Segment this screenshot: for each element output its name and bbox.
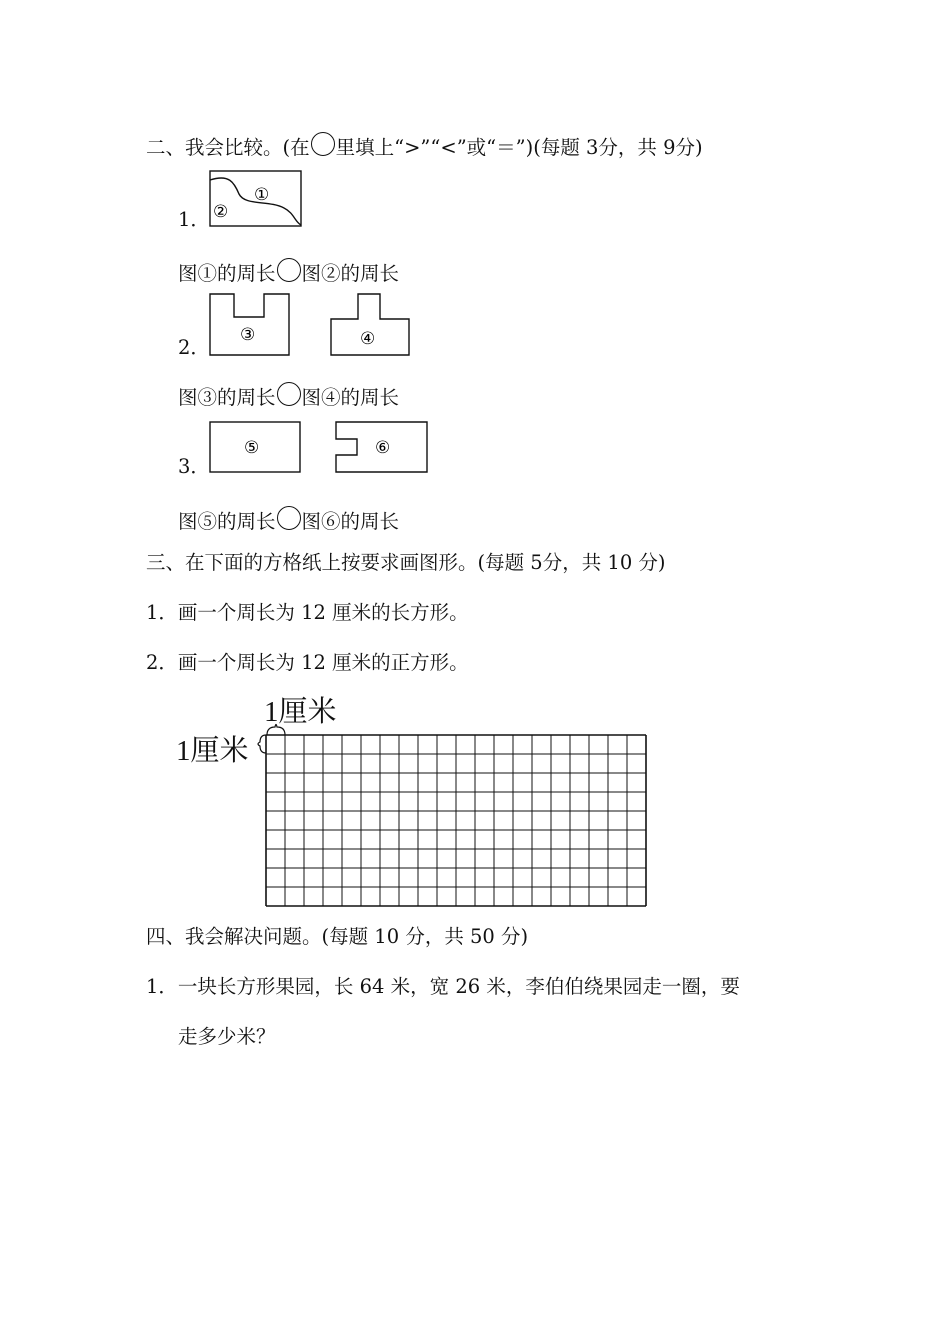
answer-circle-1[interactable] — [277, 258, 301, 282]
compare-row-3 — [178, 506, 399, 534]
section2-heading-prefix: 二、我会比较。(在 — [146, 136, 310, 159]
answer-circle-3[interactable] — [277, 506, 301, 530]
figure-4 — [330, 292, 414, 358]
figure-5-label: ⑤ — [244, 438, 260, 458]
grid-top-label: 1厘米 — [264, 696, 337, 728]
figure-6-label: ⑥ — [375, 438, 391, 458]
compare-row-1 — [178, 258, 399, 286]
answer-circle-sample — [311, 132, 335, 156]
section3-question-2: 2．画一个周长为 12 厘米的正方形。 — [146, 651, 469, 674]
compare-1-left: 图①的周长 — [178, 262, 276, 285]
figure-2-label: ② — [213, 202, 229, 222]
compare-3-right: 图⑥的周长 — [301, 510, 400, 533]
grid-left-label: 1厘米 — [176, 735, 249, 767]
item3-number: 3． — [178, 455, 210, 478]
square-grid-paper[interactable] — [265, 734, 647, 908]
figure-6 — [335, 421, 431, 475]
item2-number: 2． — [178, 336, 210, 359]
section4-question-1-line2: 走多少米？ — [178, 1025, 276, 1048]
figure-5 — [209, 421, 303, 475]
figure-4-label: ④ — [360, 329, 376, 349]
figure-1-2 — [209, 170, 303, 228]
figure-1-label: ① — [254, 185, 270, 205]
compare-1-right: 图②的周长 — [301, 262, 400, 285]
compare-2-right: 图④的周长 — [301, 386, 400, 409]
figure-3 — [209, 292, 293, 358]
section3-question-1: 1．画一个周长为 12 厘米的长方形。 — [146, 601, 469, 624]
item1-number: 1． — [178, 208, 210, 231]
compare-row-2 — [178, 382, 399, 410]
answer-circle-2[interactable] — [277, 382, 301, 406]
section2-heading — [146, 132, 703, 160]
section4-heading: 四、我会解决问题。(每题 10 分，共 50 分) — [146, 925, 529, 948]
figure-3-label: ③ — [240, 325, 256, 345]
section2-heading-suffix: 里填上“>”“<”或“＝”)(每题 3分，共 9分) — [335, 136, 703, 159]
section4-question-1-line1: 1．一块长方形果园，长 64 米，宽 26 米，李伯伯绕果园走一圈，要 — [146, 975, 740, 998]
compare-2-left: 图③的周长 — [178, 386, 276, 409]
section3-heading: 三、在下面的方格纸上按要求画图形。(每题 5分，共 10 分) — [146, 551, 666, 574]
compare-3-left: 图⑤的周长 — [178, 510, 276, 533]
